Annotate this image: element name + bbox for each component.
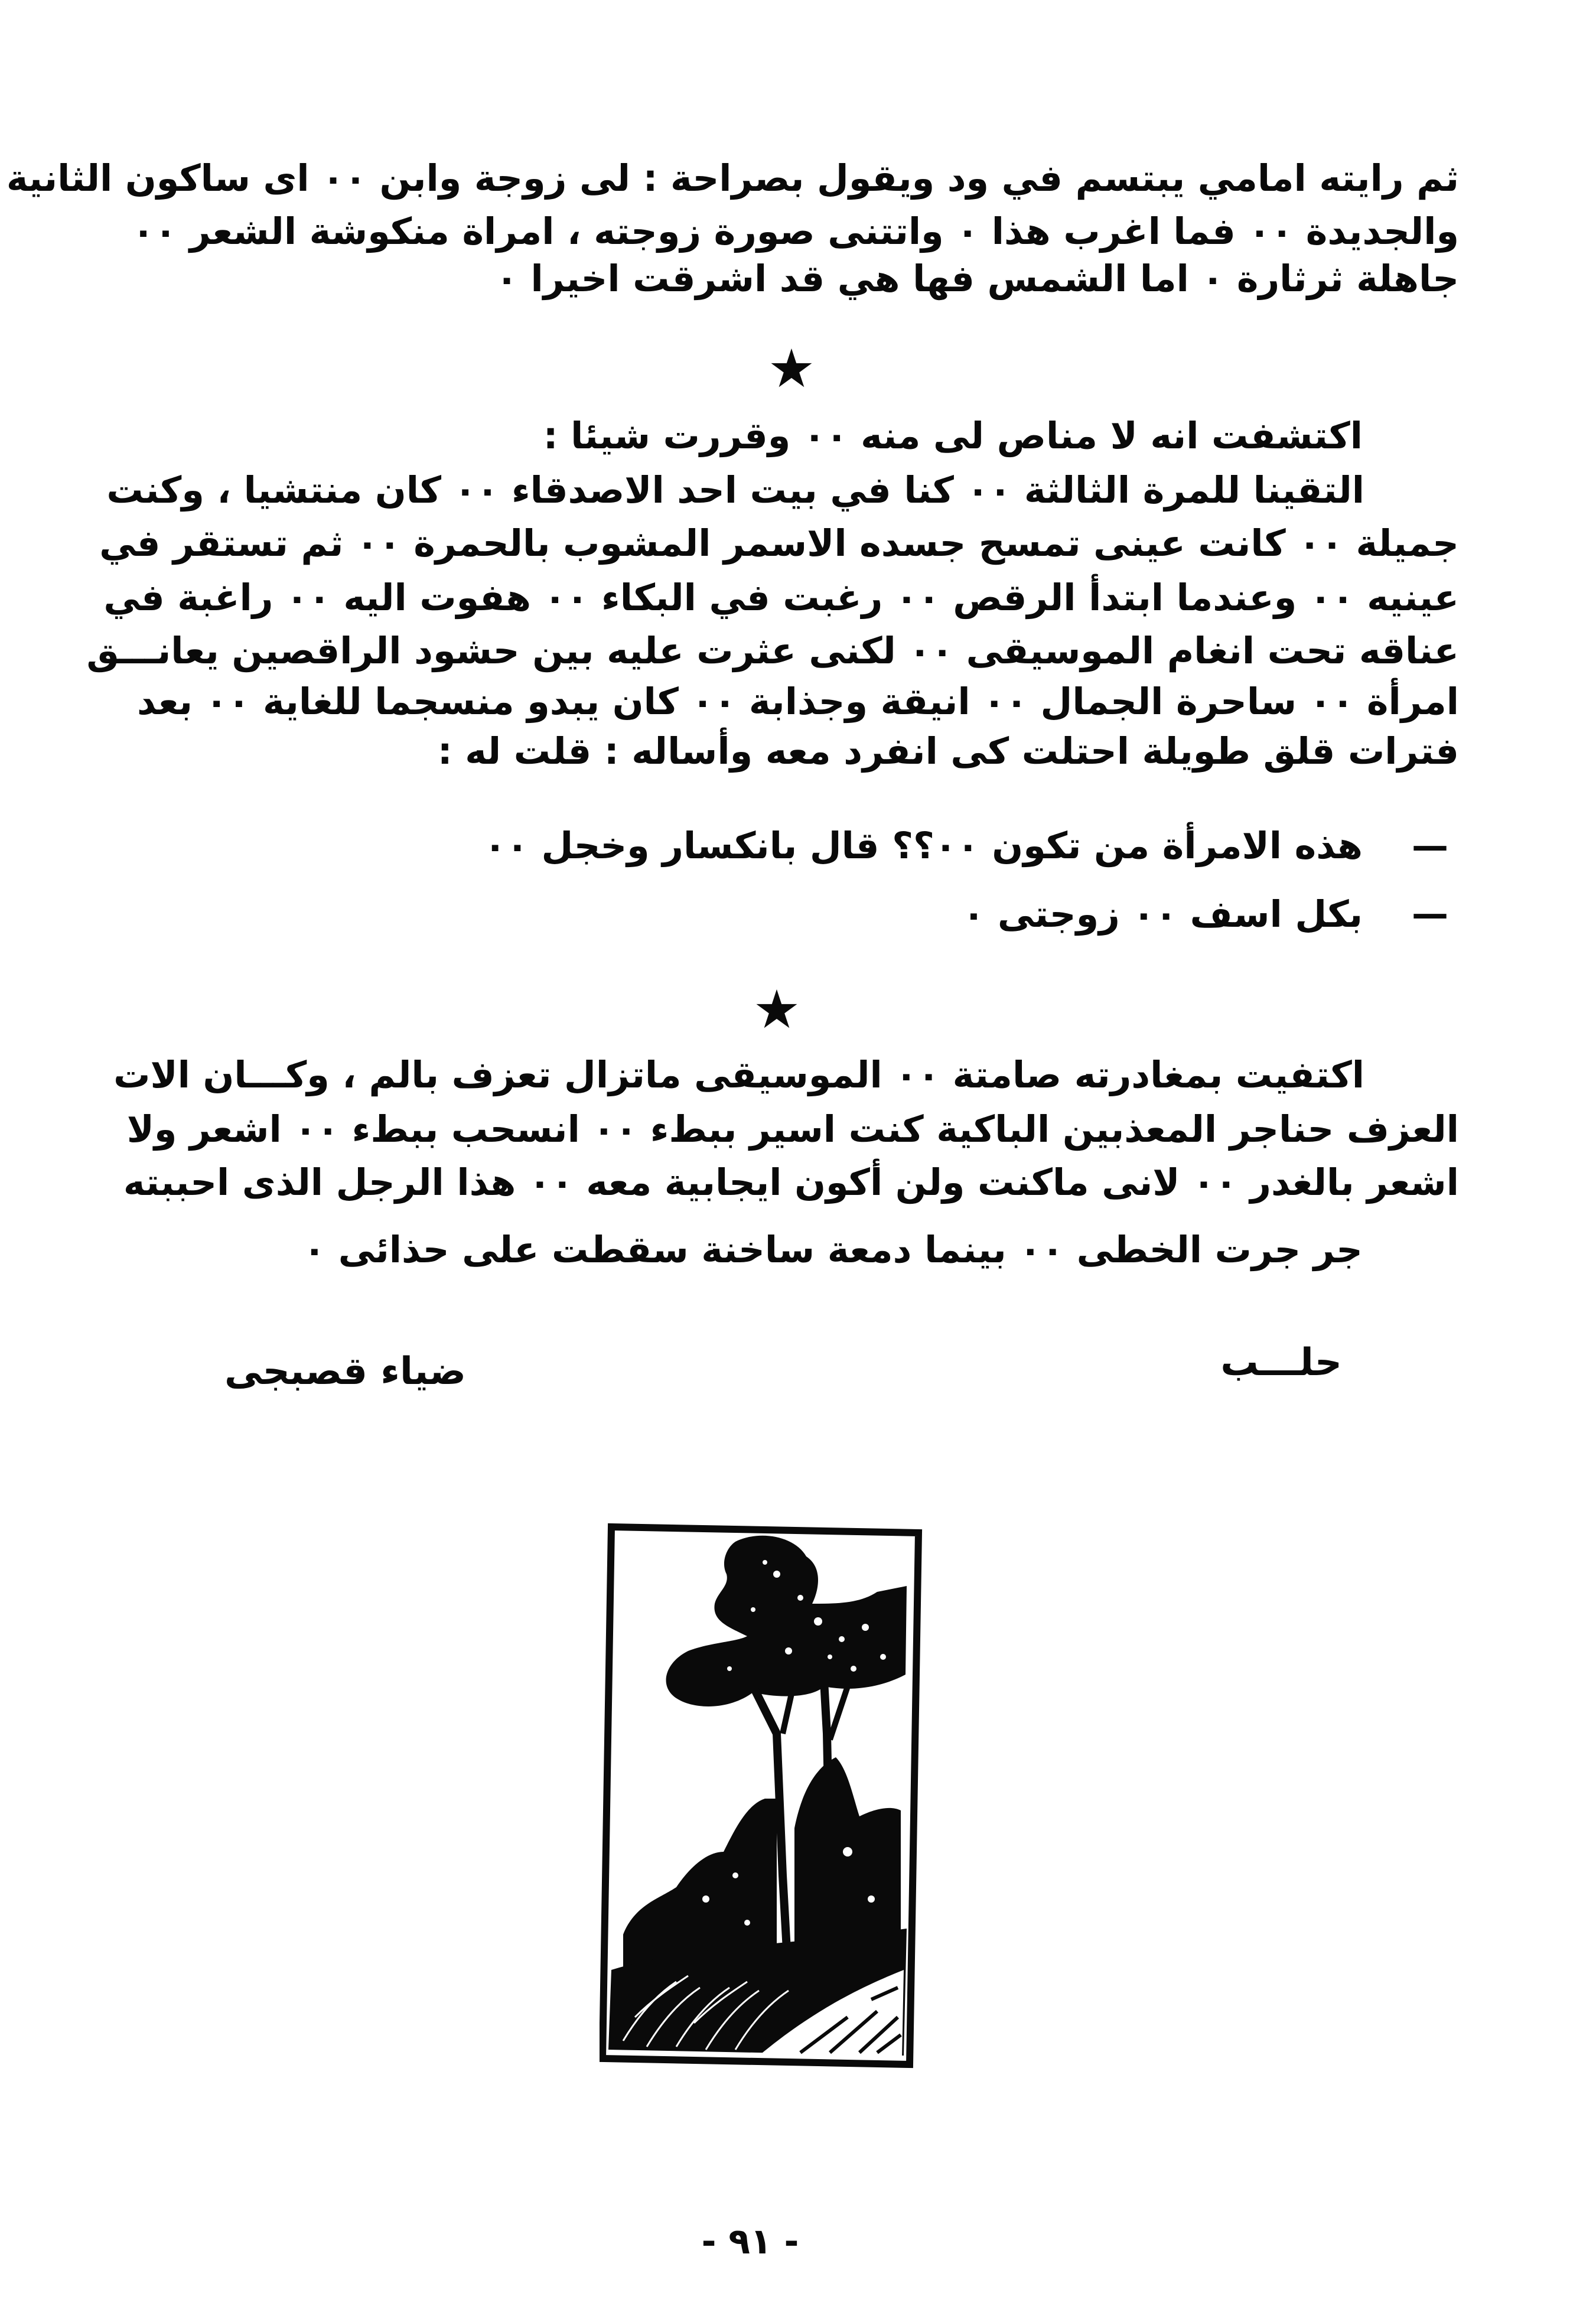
dialogue-line-1: هذه الامرأة من تكون ٠٠؟؟ قال بانكسار وخجل ٠٠ (484, 824, 1363, 867)
section-separator-star-icon: ★ (767, 338, 816, 400)
paragraph-2-line-4: عينيه ٠٠ وعندما ابتدأ الرقص ٠٠ رغبت في البكاء ٠٠ هفوت اليه ٠٠ راغبة في (103, 576, 1459, 619)
paragraph-1-line-3: جاهلة ثرثارة ٠ اما الشمس فها هي قد اشرقت اخيرا ٠ (496, 257, 1459, 300)
paragraph-3-line-4: جر جرت الخطى ٠٠ بينما دمعة ساخنة سقطت على حذائى ٠ (303, 1228, 1363, 1271)
page-number: - ٩١ - (701, 2221, 799, 2262)
paragraph-2-line-5: عناقه تحت انغام الموسيقى ٠٠ لكنى عثرت عليه بين حشود الراقصين يعانـــق (86, 629, 1459, 672)
paragraph-2-line-6: امرأة ٠٠ ساحرة الجمال ٠٠ انيقة وجذابة ٠٠ كان يبدو منسجما للغاية ٠٠ بعد (137, 680, 1459, 723)
paragraph-1-line-1: ثم رايته امامي يبتسم في ود ويقول بصراحة : لى زوجة وابن ٠٠ اى ساكون الثانية (6, 157, 1459, 200)
signature-author: ضياء قصبجى (224, 1350, 466, 1393)
paragraph-2-line-2-text: التقينا للمرة الثالثة ٠٠ كنا في بيت احد الاصدقاء ٠٠ كان منتشيا ، وكنت (106, 468, 1364, 512)
tree-woodcut-icon (600, 1521, 930, 2070)
paragraph-3-line-3: اشعر بالغدر ٠٠ لانى ماكنت ولن أكون ايجابية معه ٠٠ هذا الرجل الذى احببته (123, 1161, 1459, 1204)
paragraph-1-line-2: والجديدة ٠٠ فما اغرب هذا ٠ واتتنى صورة زوجته ، امراة منكوشة الشعر ٠٠ (132, 210, 1459, 253)
paragraph-3-line-2: العزف حناجر المعذبين الباكية كنت اسير ببطء ٠٠ انسحب ببطء ٠٠ اشعر ولا (126, 1108, 1459, 1151)
paragraph-3-line-1: اكتفيت بمغادرته صامتة ٠٠ الموسيقى ماتزال تعزف بالم ، وكـــان الات (113, 1053, 1364, 1096)
dialogue-dash-2: — (1412, 892, 1448, 935)
paragraph-2-line-7: فترات قلق طويلة احتلت كى انفرد معه وأساله : قلت له : (437, 729, 1459, 773)
dialogue-line-2: بكل اسف ٠٠ زوجتى ٠ (962, 893, 1363, 936)
paragraph-2-line-2 (106, 467, 1364, 514)
signature-place: حلـــب (1220, 1341, 1342, 1385)
dialogue-dash-1: — (1412, 824, 1448, 867)
paragraph-2-line-1: اكتشفت انه لا مناص لى منه ٠٠ وقررت شيئا : (543, 414, 1363, 457)
paragraph-2-line-3: جميلة ٠٠ كانت عينى تمسح جسده الاسمر المشوب بالحمرة ٠٠ ثم تستقر في (99, 522, 1459, 565)
section-separator-star-icon-2: ★ (753, 979, 801, 1041)
